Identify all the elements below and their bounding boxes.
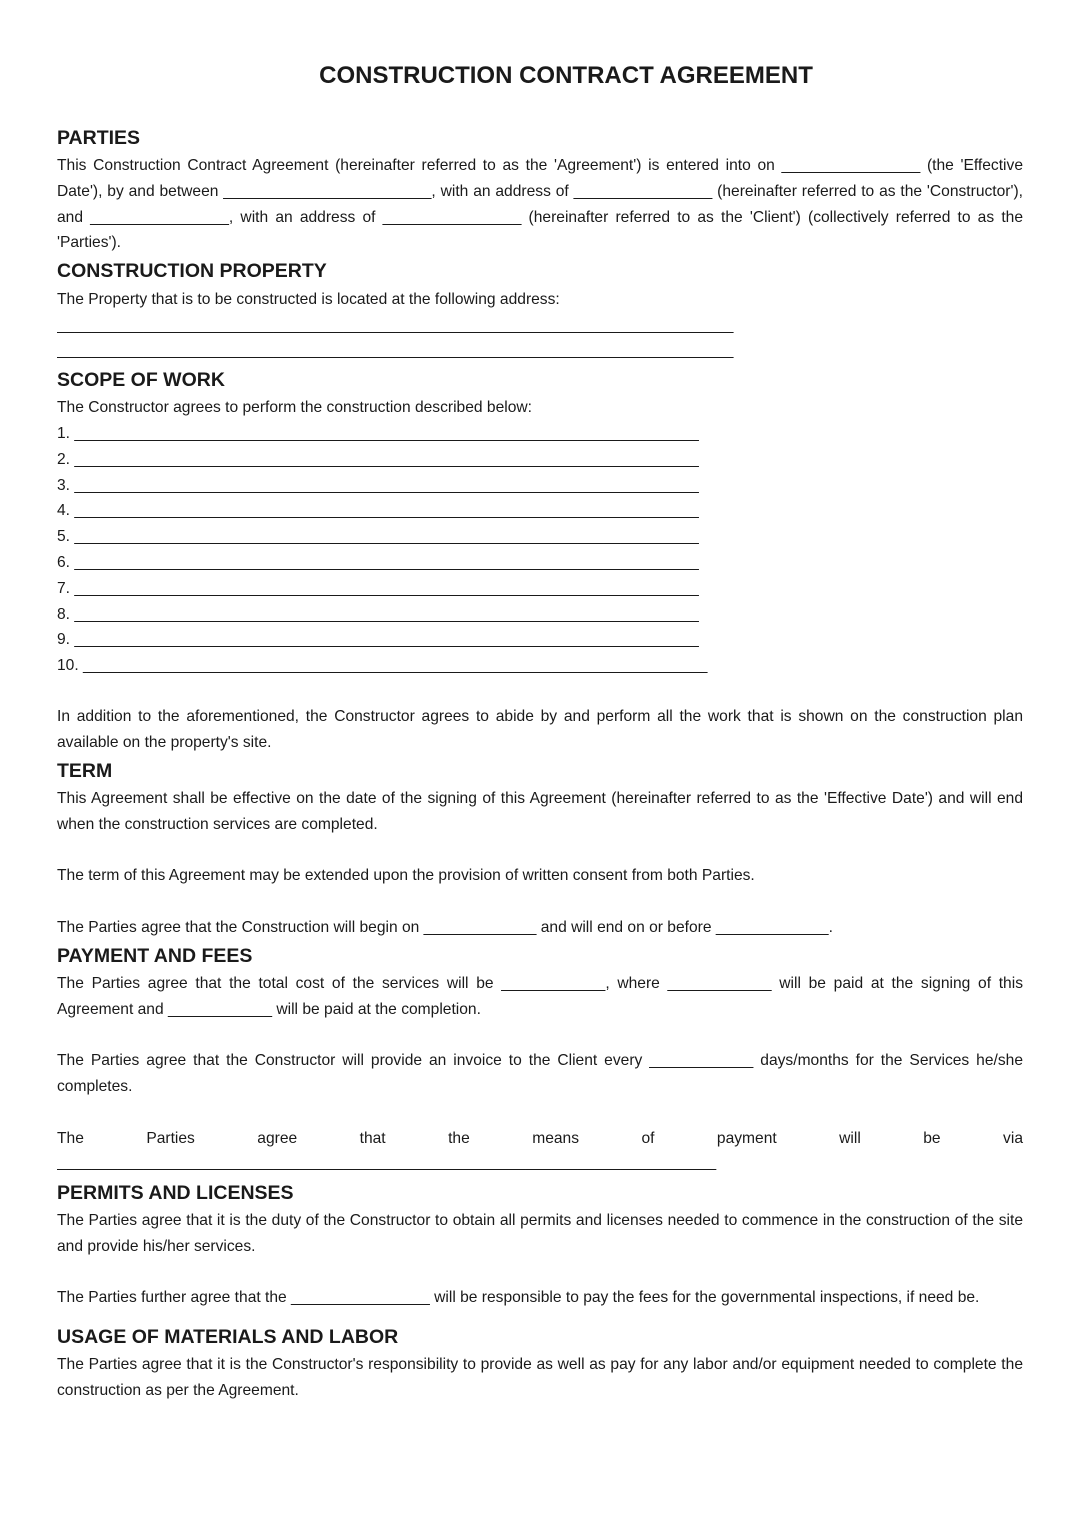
scope-item: 6. ________________________________________________________________________ (57, 553, 699, 571)
heading-parties: PARTIES (57, 127, 141, 149)
permits-p1: The Parties agree that it is the duty of the Constructor to obtain all permits and licenses needed to commence in the construction of the site and provide his/her services. (57, 1212, 1023, 1255)
scope-item: 10. ________________________________________________________________________ (57, 657, 708, 675)
payment-means-line: ____________________________________________________________________________ (57, 1154, 717, 1171)
property-address-line-1: ______________________________________________________________________________ (57, 317, 734, 334)
payment-p2: The Parties agree that the Constructor will provide an invoice to the Client every ____________ days/months for the Services he/she completes. (57, 1052, 1023, 1095)
scope-list (57, 421, 757, 679)
scope-addition: In addition to the aforementioned, the Constructor agrees to abide by and perform all the work that is shown on the construction plan available on the property's site. (57, 708, 1023, 751)
scope-item: 7. ________________________________________________________________________ (57, 579, 699, 597)
permits-p2: The Parties further agree that the ________________ will be responsible to pay the fees for the governmental inspections, if need be. (57, 1289, 980, 1306)
property-text: The Property that is to be constructed is located at the following address: (57, 291, 560, 308)
scope-item: 8. ________________________________________________________________________ (57, 605, 699, 623)
heading-property: CONSTRUCTION PROPERTY (57, 260, 327, 282)
term-p2: The term of this Agreement may be extended upon the provision of written consent from both Parties. (57, 867, 755, 884)
payment-p1: The Parties agree that the total cost of the services will be ____________, where ____________ will be paid at the signing of this Agreement and ____________ will be paid at the completion. (57, 975, 1023, 1018)
property-address-line-2: ______________________________________________________________________________ (57, 342, 734, 359)
scope-item: 9. ________________________________________________________________________ (57, 631, 699, 649)
scope-item: 3. ________________________________________________________________________ (57, 476, 699, 494)
scope-item: 1. ________________________________________________________________________ (57, 425, 699, 442)
scope-text: The Constructor agrees to perform the construction described below: (57, 399, 532, 416)
parties-text: This Construction Contract Agreement (hereinafter referred to as the 'Agreement') is entered into on ________________ (the 'Effective Date'), by and between ________________________, with an address of ________________ (hereinafter referred to as the 'Constructor'), and ________________, with an address of ________________ (hereinafter referred to as the 'Client') (collectively referred to as the 'Parties'). (57, 157, 1023, 252)
term-p1: This Agreement shall be effective on the date of the signing of this Agreement (hereinafter referred to as the 'Effective Date') and will end when the construction services are completed. (57, 790, 1023, 833)
heading-scope: SCOPE OF WORK (57, 369, 225, 391)
heading-payment: PAYMENT AND FEES (57, 945, 253, 967)
heading-permits: PERMITS AND LICENSES (57, 1182, 294, 1204)
materials-p1: The Parties agree that it is the Constructor's responsibility to provide as well as pay for any labor and/or equipment needed to complete the construction as per the Agreement. (57, 1356, 1023, 1399)
scope-item: 2. ________________________________________________________________________ (57, 450, 699, 468)
scope-item: 4. ________________________________________________________________________ (57, 502, 699, 520)
heading-term: TERM (57, 760, 113, 782)
payment-p3: The Parties agree that the means of payment will be via (57, 1130, 1023, 1147)
term-p3: The Parties agree that the Construction will begin on _____________ and will end on or before _____________. (57, 919, 833, 936)
heading-materials: USAGE OF MATERIALS AND LABOR (57, 1326, 399, 1348)
scope-item: 5. ________________________________________________________________________ (57, 528, 699, 546)
document-title: CONSTRUCTION CONTRACT AGREEMENT (319, 62, 813, 89)
